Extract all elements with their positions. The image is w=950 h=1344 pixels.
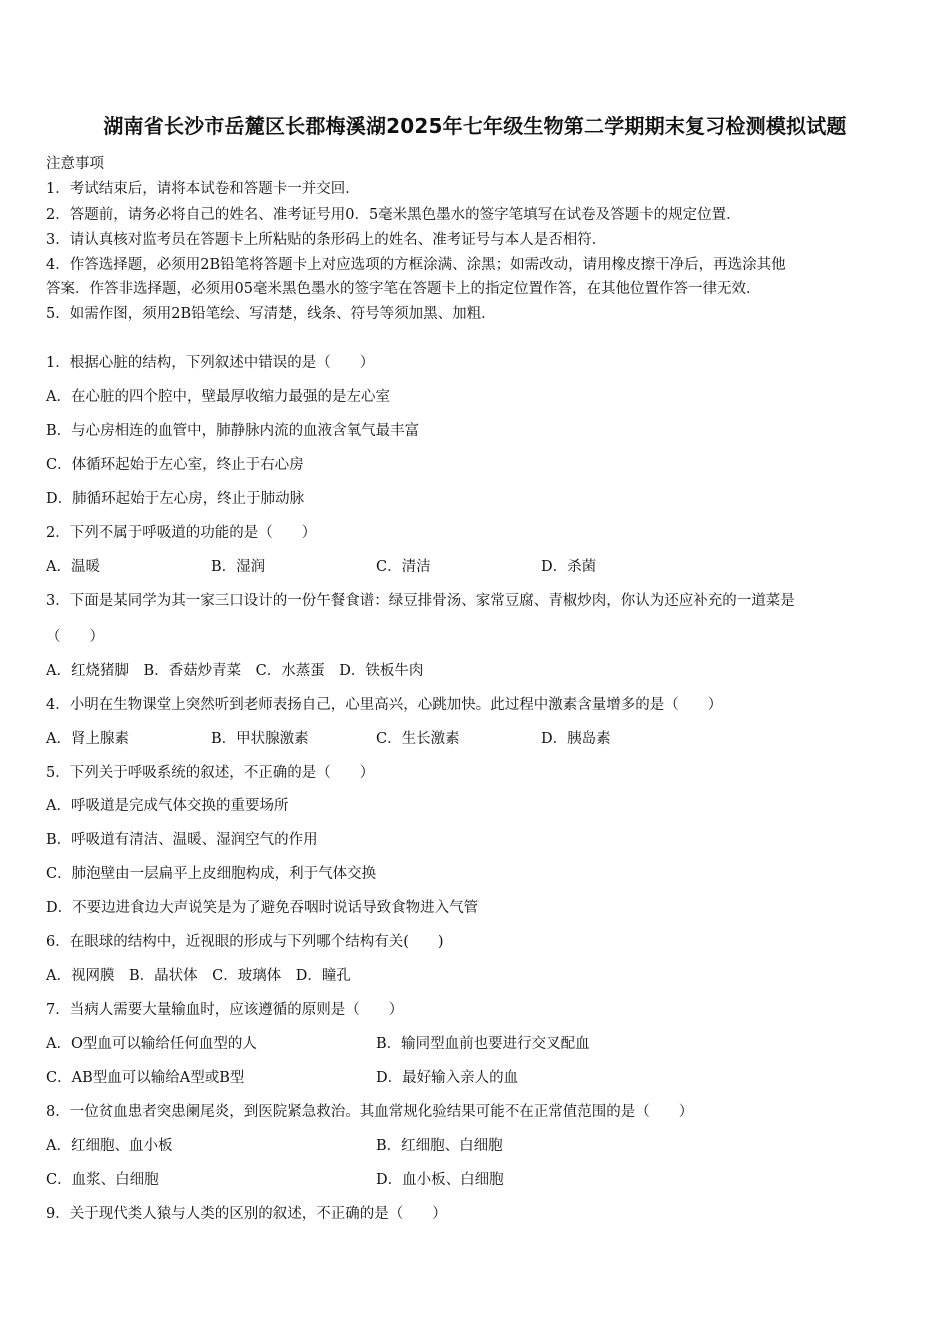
- notice-item: 5．如需作图，须用2B铅笔绘、写清楚，线条、符号等须加黑、加粗．: [46, 306, 496, 322]
- question-8-option-c: C．血浆、白细胞: [46, 1172, 159, 1188]
- question-3-stem-cont: （ ）: [46, 629, 104, 645]
- question-9-stem: 9．关于现代类人猿与人类的区别的叙述，不正确的是（ ）: [46, 1206, 447, 1222]
- notice-item: 3．请认真核对监考员在答题卡上所粘贴的条形码上的姓名、准考证号与本人是否相符．: [46, 232, 607, 248]
- question-2-option-d: D．杀菌: [541, 559, 597, 575]
- question-1-stem: 1．根据心脏的结构，下列叙述中错误的是（ ）: [46, 355, 375, 371]
- question-5-option-d: D．不要边进食边大声说笑是为了避免吞咽时说话导致食物进入气管: [46, 900, 479, 916]
- question-4-option-b: B．甲状腺激素: [211, 731, 309, 747]
- question-8-option-a: A．红细胞、血小板: [46, 1138, 173, 1154]
- question-4-option-c: C．生长激素: [376, 731, 460, 747]
- question-1-option-d: D．肺循环起始于左心房，终止于肺动脉: [46, 491, 305, 507]
- notice-item: 答案．作答非选择题，必须用05毫米黑色墨水的签字笔在答题卡上的指定位置作答，在其他位置作答一律无效．: [46, 281, 761, 297]
- question-4-option-a: A．肾上腺素: [46, 731, 129, 747]
- notice-item: 2．答题前，请务必将自己的姓名、准考证号用0．5毫米黑色墨水的签字笔填写在试卷及答题卡的规定位置．: [46, 207, 741, 223]
- question-7-option-d: D．最好输入亲人的血: [376, 1070, 519, 1086]
- question-8-option-d: D．血小板、白细胞: [376, 1172, 504, 1188]
- question-2-option-b: B．湿润: [211, 559, 266, 575]
- question-7-option-b: B．输同型血前也要进行交叉配血: [376, 1036, 590, 1052]
- question-2-option-a: A．温暖: [46, 559, 100, 575]
- question-1-option-a: A．在心脏的四个腔中，壁最厚收缩力最强的是左心室: [46, 389, 390, 405]
- question-6-options: A．视网膜 B．晶状体 C．玻璃体 D．瞳孔: [46, 968, 351, 984]
- question-1-option-c: C．体循环起始于左心室，终止于右心房: [46, 457, 304, 473]
- question-5-option-c: C．肺泡壁由一层扁平上皮细胞构成，利于气体交换: [46, 866, 377, 882]
- question-2-option-c: C．清洁: [376, 559, 431, 575]
- question-8-option-b: B．红细胞、白细胞: [376, 1138, 503, 1154]
- question-7-option-a: A．O型血可以输给任何血型的人: [46, 1036, 257, 1052]
- question-1-option-b: B．与心房相连的血管中，肺静脉内流的血液含氧气最丰富: [46, 423, 420, 439]
- question-3-stem: 3．下面是某同学为其一家三口设计的一份午餐食谱：绿豆排骨汤、家常豆腐、青椒炒肉，你认为还应补充的一道菜是: [46, 593, 795, 609]
- notice-heading: 注意事项: [46, 156, 104, 172]
- question-5-option-b: B．呼吸道有清洁、温暖、湿润空气的作用: [46, 832, 318, 848]
- question-3-options: A．红烧猪脚 B．香菇炒青菜 C．水蒸蛋 D．铁板牛肉: [46, 663, 424, 679]
- question-4-stem: 4．小明在生物课堂上突然听到老师表扬自己，心里高兴，心跳加快。此过程中激素含量增多的是（ ）: [46, 697, 723, 713]
- question-5-option-a: A．呼吸道是完成气体交换的重要场所: [46, 798, 289, 814]
- notice-item: 1．考试结束后，请将本试卷和答题卡一并交回．: [46, 181, 360, 197]
- question-2-stem: 2．下列不属于呼吸道的功能的是（ ）: [46, 525, 317, 541]
- question-7-option-c: C．AB型血可以输给A型或B型: [46, 1070, 245, 1086]
- question-8-stem: 8．一位贫血患者突患阑尾炎，到医院紧急救治。其血常规化验结果可能不在正常值范围的是（ ）: [46, 1104, 694, 1120]
- notice-item: 4．作答选择题，必须用2B铅笔将答题卡上对应选项的方框涂满、涂黑；如需改动，请用橡皮擦干净后，再选涂其他: [46, 257, 786, 273]
- question-5-stem: 5．下列关于呼吸系统的叙述，不正确的是（ ）: [46, 765, 375, 781]
- question-7-stem: 7．当病人需要大量输血时，应该遵循的原则是（ ）: [46, 1002, 404, 1018]
- question-4-option-d: D．胰岛素: [541, 731, 611, 747]
- page-title: 湖南省长沙市岳麓区长郡梅溪湖2025年七年级生物第二学期期末复习检测模拟试题: [103, 114, 847, 138]
- question-6-stem: 6．在眼球的结构中，近视眼的形成与下列哪个结构有关( ): [46, 934, 444, 950]
